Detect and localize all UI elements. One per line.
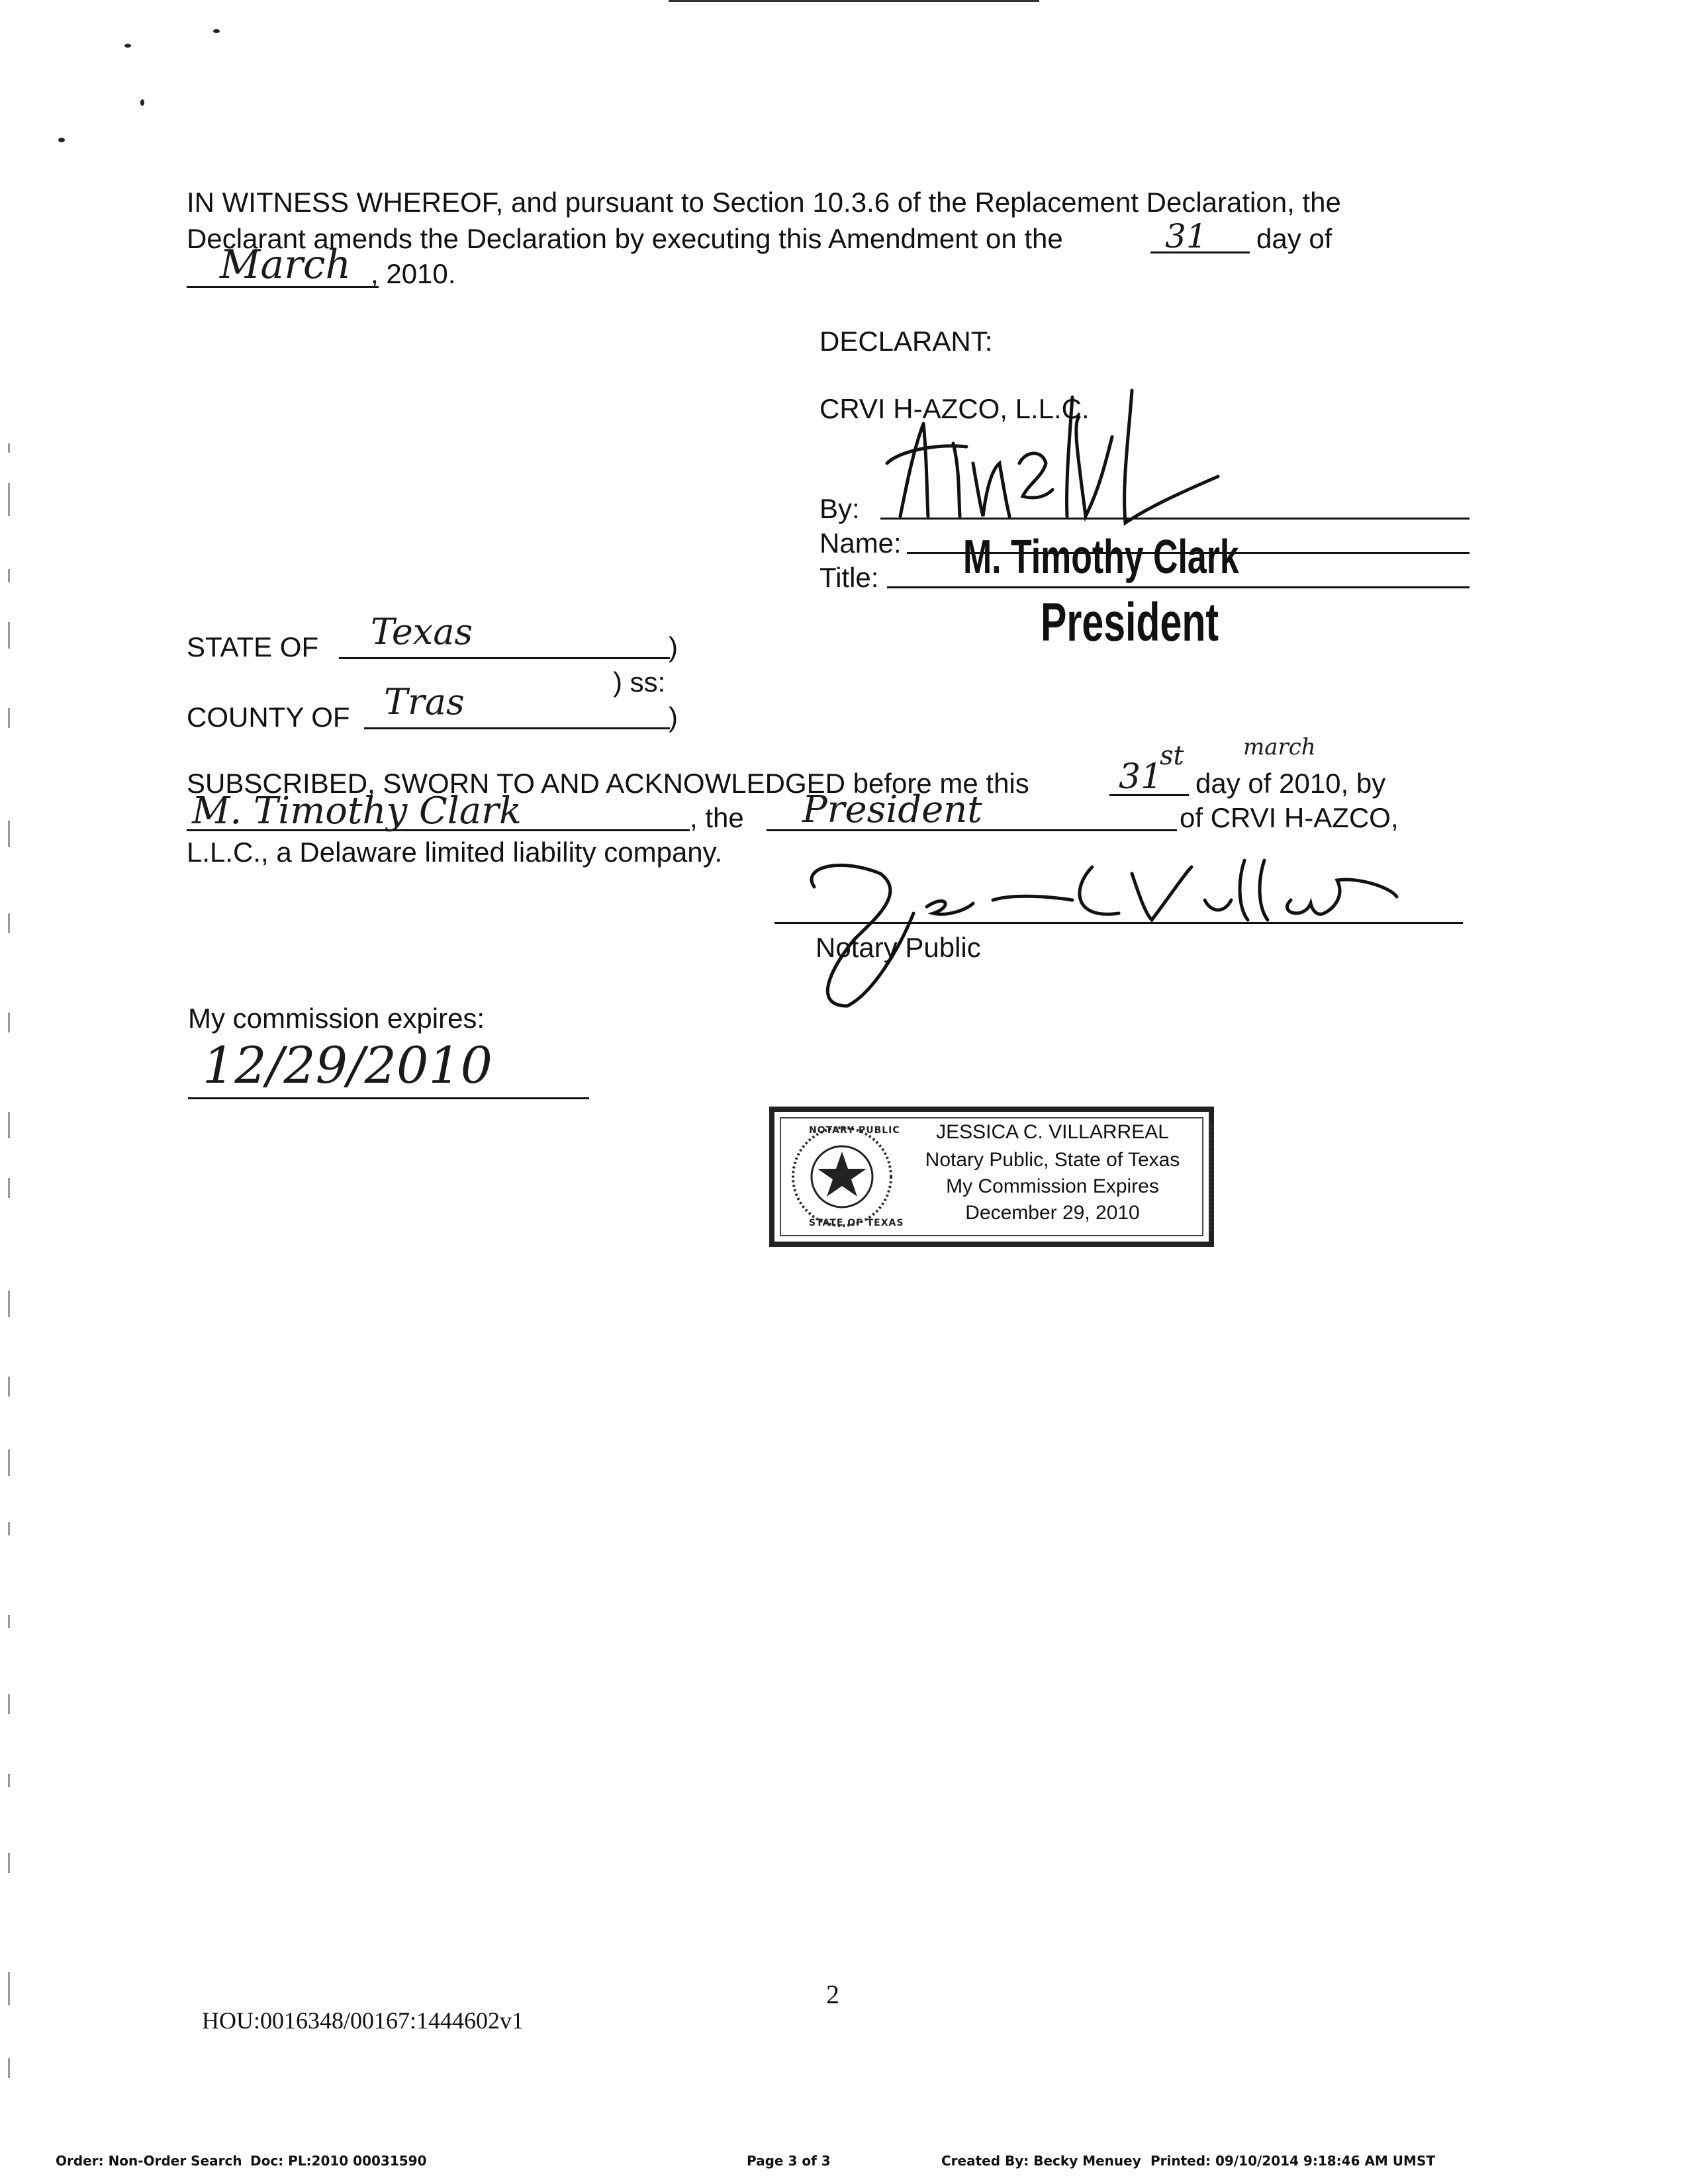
seal-line-2: Notary Public, State of Texas [925, 1149, 1180, 1171]
margin-mark [8, 569, 10, 582]
notary-signature [774, 841, 1410, 1019]
by-line [880, 518, 1470, 520]
ss-label: ) ss: [613, 666, 666, 698]
seal-ring-top-text: NOTARY PUBLIC [809, 1125, 900, 1136]
margin-mark [8, 1449, 10, 1476]
margin-mark [8, 2058, 10, 2078]
scan-speck [124, 44, 131, 48]
county-handwritten: Tras [384, 681, 465, 723]
seal-ring-bottom-text: STATE OF TEXAS [809, 1218, 904, 1228]
margin-mark [8, 1112, 10, 1138]
witness-line-1: IN WITNESS WHEREOF, and pursuant to Section 10.3.6 of the Replacement Declaration, the [187, 187, 1341, 218]
margin-mark [8, 1291, 10, 1317]
footer-order: Order: Non-Order Search [56, 2153, 242, 2169]
declarant-signature [861, 384, 1231, 536]
ack-line-1-prefix: SUBSCRIBED, SWORN TO AND ACKNOWLEDGED before me this [187, 768, 1029, 799]
declarant-company: CRVI H-AZCO, L.L.C. [819, 393, 1090, 424]
scan-speck [213, 29, 220, 33]
declarant-heading: DECLARANT: [819, 326, 993, 357]
county-blank [364, 727, 670, 729]
seal-name: JESSICA C. VILLARREAL [936, 1121, 1169, 1143]
ack-day-suffix: st [1160, 741, 1184, 771]
title-label: Title: [819, 562, 879, 593]
ack-person-handwritten: M. Timothy Clark [192, 790, 522, 833]
state-handwritten: Texas [371, 611, 473, 653]
margin-mark [8, 913, 10, 933]
ack-line-3: L.L.C., a Delaware limited liability company. [187, 837, 723, 868]
margin-mark [8, 443, 10, 453]
scan-top-line [669, 0, 1039, 2]
notary-label: Notary Public [816, 932, 981, 963]
margin-mark [8, 708, 10, 728]
seal-line-4: December 29, 2010 [965, 1202, 1140, 1224]
name-stamp: M. Timothy Clark [963, 531, 1239, 584]
ack-of-label: of CRVI H-AZCO, [1180, 802, 1399, 833]
title-line [887, 586, 1470, 588]
witness-year: , 2010. [371, 258, 456, 289]
margin-mark [8, 1522, 10, 1535]
witness-month-handwritten: March [220, 242, 351, 288]
county-label: COUNTY OF [187, 702, 350, 733]
footer-doc: Doc: PL:2010 00031590 [250, 2153, 427, 2169]
margin-mark [8, 1615, 10, 1628]
ack-line-1-suffix: day of 2010, by [1195, 768, 1386, 799]
seal-side-dots [1210, 1125, 1215, 1231]
commission-label: My commission expires: [188, 1003, 485, 1034]
notary-star-seal-icon [789, 1124, 895, 1230]
state-blank [339, 657, 670, 659]
margin-mark [8, 1972, 10, 2005]
margin-mark [8, 1853, 10, 1873]
state-label: STATE OF [187, 631, 319, 662]
witness-line-2-prefix: Declarant amends the Declaration by executing this Amendment on the [187, 223, 1063, 254]
seal-text-block [900, 1121, 1205, 1224]
footer-printed: Printed: 09/10/2014 9:18:46 AM UMST [1150, 2153, 1435, 2169]
county-paren: ) [669, 702, 678, 733]
footer-page: Page 3 of 3 [747, 2153, 831, 2169]
margin-mark [8, 1774, 10, 1787]
ack-month-handwritten: march [1243, 734, 1316, 760]
margin-mark [8, 1694, 10, 1714]
witness-line-2-suffix: day of [1256, 223, 1333, 254]
by-label: By: [819, 493, 860, 524]
ack-role-handwritten: President [802, 788, 982, 831]
seal-line-3: My Commission Expires [946, 1175, 1159, 1197]
margin-mark [8, 622, 10, 649]
margin-mark [8, 1178, 10, 1198]
commission-date-handwritten: 12/29/2010 [203, 1036, 493, 1095]
footer-created: Created By: Becky Menuey [941, 2153, 1141, 2169]
name-label: Name: [819, 527, 902, 559]
witness-day-handwritten: 31 [1165, 217, 1207, 255]
document-id: HOU:0016348/00167:1444602v1 [202, 2007, 524, 2034]
scan-speck [140, 99, 144, 106]
page-number: 2 [826, 1979, 839, 2009]
scan-speck [58, 138, 65, 142]
ack-the-label: , the [690, 802, 744, 833]
margin-mark [8, 483, 10, 516]
notary-signature-line [774, 922, 1463, 924]
margin-mark [8, 821, 10, 847]
notary-seal-stamp [769, 1107, 1214, 1247]
commission-date-blank [188, 1097, 589, 1099]
ack-day-handwritten: 31 [1119, 757, 1163, 797]
state-paren: ) [669, 631, 678, 662]
margin-mark [8, 1013, 10, 1032]
title-stamp: President [1041, 592, 1219, 653]
margin-mark [8, 1377, 10, 1396]
